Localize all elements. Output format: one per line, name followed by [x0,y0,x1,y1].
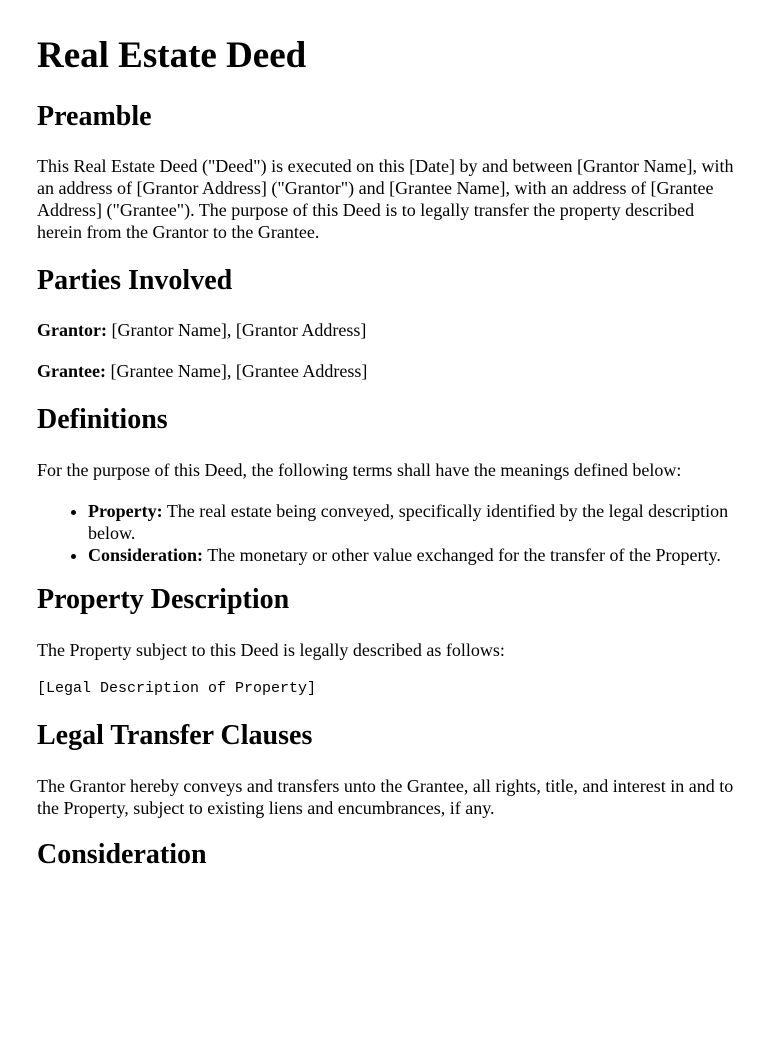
property-description-text: The Property subject to this Deed is legally described as follows: [37,640,505,660]
definitions-intro: For the purpose of this Deed, the following terms shall have the meanings defined below: [37,460,682,480]
definition-text: The monetary or other value exchanged for the transfer of the Property. [203,545,721,565]
legal-transfer-heading: Legal Transfer Clauses [37,720,313,751]
grantee-label: Grantee: [37,361,106,381]
legal-description-code: [Legal Description of Property] [37,680,317,697]
grantor-value: [Grantor Name], [Grantor Address] [106,320,367,340]
definition-item-consideration [88,544,734,566]
deed-document [0,35,770,871]
grantor-label: Grantor: [37,320,107,340]
grantee-value: [Grantee Name], [Grantee Address] [105,361,368,381]
legal-transfer-text: The Grantor hereby conveys and transfers unto the Grantee, all rights, title, and interest in and to the Property, subject to existing liens and encumbrances, if any. [37,776,734,818]
definition-term: Consideration: [88,545,204,565]
parties-heading: Parties Involved [37,265,233,296]
grantee-line [37,360,734,382]
preamble-text: This Real Estate Deed ("Deed") is executed on this [Date] by and between [Grantor Name], with an address of [Grantor Address] ("Grantor") and [Grantee Name], with an address of [Grantee Address] ("Grantee"). The purpose of this Deed is to legally transfer the property described herein from the Grantor to the Grantee. [37,156,734,242]
definition-item-property [88,500,734,544]
definition-term: Property: [88,501,163,521]
definitions-heading: Definitions [37,404,168,435]
preamble-heading: Preamble [37,101,152,132]
property-description-heading: Property Description [37,584,290,615]
definition-text: The real estate being conveyed, specifically identified by the legal description below. [88,501,729,543]
grantor-line [37,319,734,341]
consideration-heading: Consideration [37,839,207,870]
definitions-list [37,500,734,566]
document-title: Real Estate Deed [37,35,307,76]
